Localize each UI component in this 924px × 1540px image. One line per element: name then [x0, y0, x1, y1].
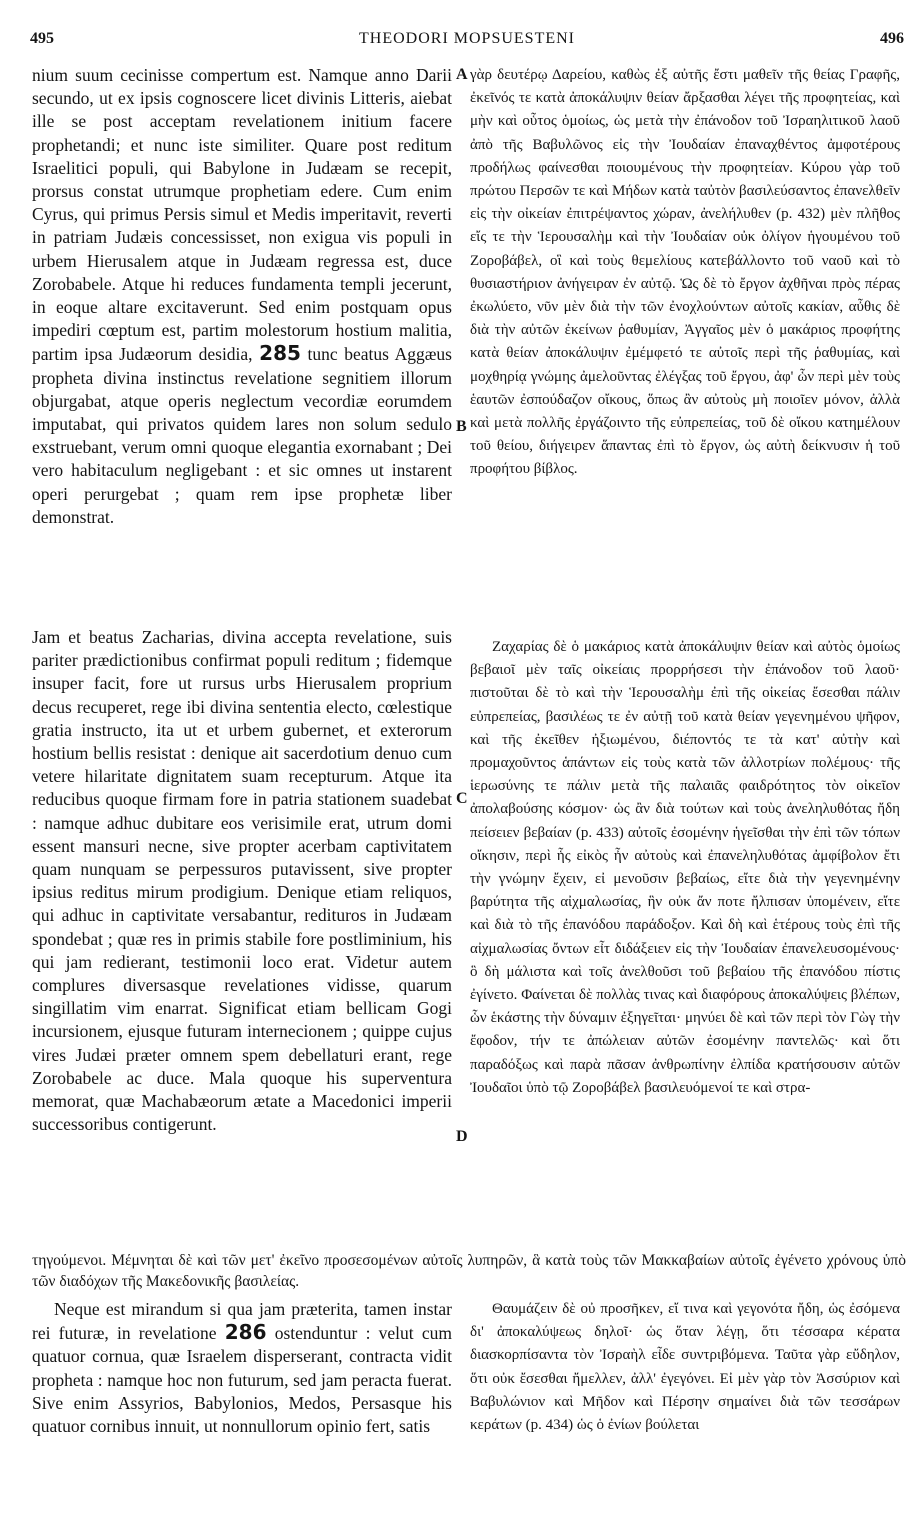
column-marker-b: B [456, 418, 467, 435]
greek-text-2: Ζαχαρίας δὲ ὁ μακάριος κατὰ ἀποκάλυψιν θείαν καὶ αὐτὸς ὁμοίως βεβαιοῖ μὲν ταῖς οἰκείαις προρρήσεσι τὴν ἐπάνοδον τοῦ λαοῦ· πιστοῦται δὲ τὸ καὶ τὴν Ἱερουσαλὴμ ἐπὶ τῆς οἰκείας ἔσεσθαι πάλιν εὐπρεπείας, βασιλέως τε ἐν αὐτῇ τοῦ κατὰ θείαν γεγενημένου ψῆφον, καὶ τῆς ἐκεῖθεν ἠξιωμένου, διέποντός τε τὰ κατ' αὐτὴν καὶ προμαχοῦντος ἁπάντων εἰς τοὺς κατὰ τῶν ἀλλοτρίων πολέμους· τῆς ἱερωσύνης τε πάλιν μετὰ τῆς παλαιᾶς φαιδρότητος τὸν οἰκεῖον ἀπολαβούσης κόσμον· ὡς ἂν διὰ τούτων καὶ τοὺς ἀνεληλυθότας ἤδη πείσειεν βεβαίαν (p. 433) αὐτοῖς ἐσομένην ἡγεῖσθαι τὴν ἐπὶ τῶν τόπων οἴκησιν, περὶ ἧς εἰκὸς ἦν αὐτοὺς καὶ ἐπανεληλυθότας ἀμφίβολον ἔτι τὴν γνώμην ἔχειν, εἰ μενοῦσιν βεβαίως, εἴτε διὰ τὴν γεγενημένην βαρύτητα τῆς αἰχμαλωσίας, ἣν οὐκ ἄν ποτε ἤλπισαν ὑπομένειν, εἴτε καὶ διὰ τὸ τῆς ἐπανόδου παράδοξον. Καὶ δὴ καὶ ἑτέρους τοὺς ἐπὶ τῆς αἰχμαλωσίας ὄντων εἶτ διδάξειεν εἰς τὴν Ἰουδαίαν ἐπανελευσομένους· ὃ δὴ μάλιστα καὶ τοῖς ἀνελθοῦσι τοῦ βεβαίου τῆς ἐπανόδου πίστις ἐγίνετο. Φαίνεται δὲ πολλὰς τινας καὶ διαφόρους ἀποκαλύψεις βλέπων, ὧν ἑκάστης τὴν δύναμιν ἐξηγεῖται· μηνύει δὲ καὶ τῶν περὶ τὸν Γὼγ τὴν ἔφοδον, τήν τε ἀπώλειαν αὐτῶν ἐσομένην παντελῶς· καὶ ὅτι παραδόξως καὶ παρὰ πᾶσαν ἀνθρωπίνην ἐλπίδα κρατήσουσιν αὐτῶν Ἰουδαῖοι ὑπὸ τῷ Ζοροβάβελ βασιλευόμενοί τε καὶ στρα- [470, 639, 900, 1096]
greek-text-1: γὰρ δευτέρῳ Δαρείου, καθὼς ἐξ αὐτῆς ἔστι μαθεῖν τῆς θείας Γραφῆς, ἐκεῖνός τε κατὰ ἀποκάλυψιν θείαν ἄρξασθαι λέγει τῆς προφητείας, καὶ μὴν καὶ οὗτος ὁμοίως, ὡς μετὰ τὴν ἐπάνοδον τοῦ Ἰσραηλιτικοῦ λαοῦ ἀπὸ τῆς Βαβυλῶνος εἰς τὴν Ἰουδαίαν ἐπαναχθέντος ἀμφοτέρους προδήλως φαίνεσθαι ποιουμένους τὴν προφητείαν. Κύρου γὰρ τοῦ πρώτου Περσῶν τε καὶ Μήδων κατὰ ταὐτὸν βασιλεύσαντος ἐπανελθεῖν εἰς τὴν οἰκείαν ἐπιτρέψαντος χώραν, ἀνελήλυθεν (p. 432) μὲν πλῆθος εἴς τε τὴν Ἱερουσαλὴμ καὶ τὴν Ἰουδαίαν οὐκ ὀλίγον ἡγουμένου τοῦ Ζοροβάβελ, οἳ καὶ τοὺς θεμελίους κατεβάλλοντο τοῦ ναοῦ καὶ τὸ θυσιαστήριον ἀνήγειραν ἐν αὐτῷ. Ὡς δὲ τὸ ἔργον ἀχθῆναι πρὸς πέρας ἐκωλύετο, νῦν μὲν διὰ τὴν τῶν ἐνοχλούντων αὐτοῖς κακίαν, αὖθις δὲ διὰ τὴν αὐτῶν ἐκείνων ῥαθυμίαν, Ἀγγαῖος μὲν ὁ μακάριος προφήτης κατὰ θείαν ἀποκάλυψιν ἐμέμφετό τε αὐτοῖς περὶ τῆς ῥαθυμίας, καὶ μοχθηρίᾳ γνώμης ἀμελοῦντας ἐλέγξας τοῦ ἔργου, ἀφ' ὧν περὶ μὲν τοὺς ἑαυτῶν ἐσπούδαζον οἴκους, ὅπως ἂν αὐτοὺς μὴ ποιοῖεν μόνον, ἀλλὰ καὶ μετὰ πολλῆς ἐργάζοιντο τῆς εὐπρεπείας, τοῦ δὲ οἴκου κατημέλουν τοῦ θείου, διήγειρεν ἅπαντας ἐπὶ τὸ ἔργον, ὡς αὐτὴ δείκνυσιν ἡ τοῦ προφήτου βίβλος. [470, 67, 900, 478]
column-marker-d: D [456, 1128, 468, 1145]
inline-page-number-285: 285 [259, 341, 301, 366]
column-marker-a: A [456, 66, 468, 83]
latin-text-1a: nium suum cecinisse compertum est. Namque anno Darii secundo, ut ex ipsis cognoscere licet divinis Litteris, aiebat ille se post acceptam revelationem initium facere prophetandi; et nunc iste similiter. Quare post reditum Israelitici populi, qui Babylone in Judæam se recepit, prorsus constat utrumque prophetiam edere. Cum enim Cyrus, qui primus Persis simul et Medis imperitavit, reverti in patriam Judæis concessisset, non exigua vis populi in urbem Hierusalem atque in Judæam regressa est, duce Zorobabele. Atque hi reduces fundamenta templi jecerunt, in eoque altare excitaverunt. Sed enim postquam opus impediri cœptum est, partim molestorum hostium malitia, partim ipsa Judæorum desidia, [32, 65, 452, 365]
greek-text-3: Θαυμάζειν δὲ οὐ προσῆκεν, εἴ τινα καὶ γεγονότα ἤδη, ὡς ἐσόμενα δι' ἀποκαλύψεως δηλοῖ· ὡς ὅταν λέγῃ, ὅτι τέσσαρα κέρατα διασκορπίσαντα τὸν Ἰσραὴλ εἶδε συντριβόμενα. Ταῦτα γὰρ εὔδηλον, ὅτι οὐκ ἔσεσθαι ἤμελλεν, ἀλλ' ἐγεγόνει. Εἰ μὲν γὰρ τὸν Ἀσσύριον καὶ Βαβυλώνιον καὶ Μῆδον καὶ Πέρσην σημαίνει διὰ τῶν τεσσάρων κεράτων (p. 434) ὡς ὁ ἐνίων βούλεται [470, 1301, 900, 1434]
latin-text-1b: tunc beatus Aggæus propheta divina instinctus revelatione segnitiem illorum objurgabat, atque operis neglectum vecordiæ eorumdem imputabat, qui privatos quidem lares non solum sedulo exstruebant, verum omni quoque elegantia exornabant ; Dei vero habitaculum negligebant : et sic omnes ut instarent operi perurgebat ; quam rem ipse prophetæ liber demonstrat. [32, 344, 452, 527]
greek-paragraph-3 [470, 1298, 900, 1518]
inline-page-number-286: 286 [224, 1320, 267, 1345]
latin-text-3a: Neque est mirandum si qua jam præterita, tamen instar rei futuræ, in revelatione [32, 1299, 452, 1344]
latin-text-3b: ostenduntur : velut cum quatuor cornua, quæ Israelem disperserant, contracta vidit propheta : namque hoc non futurum, sed jam peracta fuerat. Sive enim Assyrios, Babylonios, Medos, Persasque his quatuor cornibus innuit, ut nonnullorum opinio fert, satis [32, 1323, 452, 1437]
page-number-left: 495 [30, 30, 54, 47]
greek-wide-continuation [32, 1250, 906, 1292]
running-title: THEODORI MOPSUESTENI [359, 30, 575, 47]
greek-paragraph-1 [470, 64, 900, 634]
latin-paragraph-1 [32, 64, 452, 612]
running-header [30, 30, 904, 54]
greek-paragraph-2 [470, 636, 900, 1246]
latin-paragraph-2 [32, 626, 452, 1246]
greek-wide-text: τηγούμενοι. Μέμνηται δὲ καὶ τῶν μετ' ἐκεῖνο προσεσομένων αὐτοῖς λυπηρῶν, ἃ κατὰ τοὺς τῶν Μακκαβαίων αὐτοῖς ἐγένετο χρόνους ὑπὸ τῶν διαδόχων τῆς Μακεδονικῆς βασιλείας. [32, 1252, 906, 1290]
latin-paragraph-3 [32, 1298, 452, 1518]
latin-text-2: Jam et beatus Zacharias, divina accepta revelatione, suis pariter prædictionibus confirmat populi reditum ; fidemque insuper facit, fore ut rursus urbs Hierusalem proprium decus recuperet, rege ibi divina sententia electo, cœlestique gratia instructo, ita ut et urbem gubernet, et exterorum hostium bellis resistat : denique ait sacerdotium denuo cum vetere hilaritate dignitatem suam recepturum. Atque ita reducibus quoque firmam fore in patria stationem suadebat : namque adhuc dubitare eos verisimile erat, utrum domi essent mansuri necne, sive propter acerbam captivitatem quam nunquam se perpessuros putavissent, sive propter ipsius reditus mirum prodigium. Denique etiam reliquos, qui adhuc in captivitate versabantur, redituros in Judæam spondebat ; quæ res in primis stabile fore postliminium, his qui jam redierant, testimonii loco erat. Videtur autem complures diversasque revelationes vidisse, quarum singillatim vim enarrat. Significat etiam bellicam Gogi incursionem, ejusque futuram internecionem ; quippe cujus vires Judæi præter omnem spem debellaturi erant, rege Zorobabele ac duce. Mala quoque his superventura memorat, quæ Machabæorum ætate a Macedonici imperii successoribus contigerunt. [32, 627, 452, 1135]
page-number-right: 496 [880, 30, 904, 47]
column-marker-c: C [456, 790, 468, 807]
